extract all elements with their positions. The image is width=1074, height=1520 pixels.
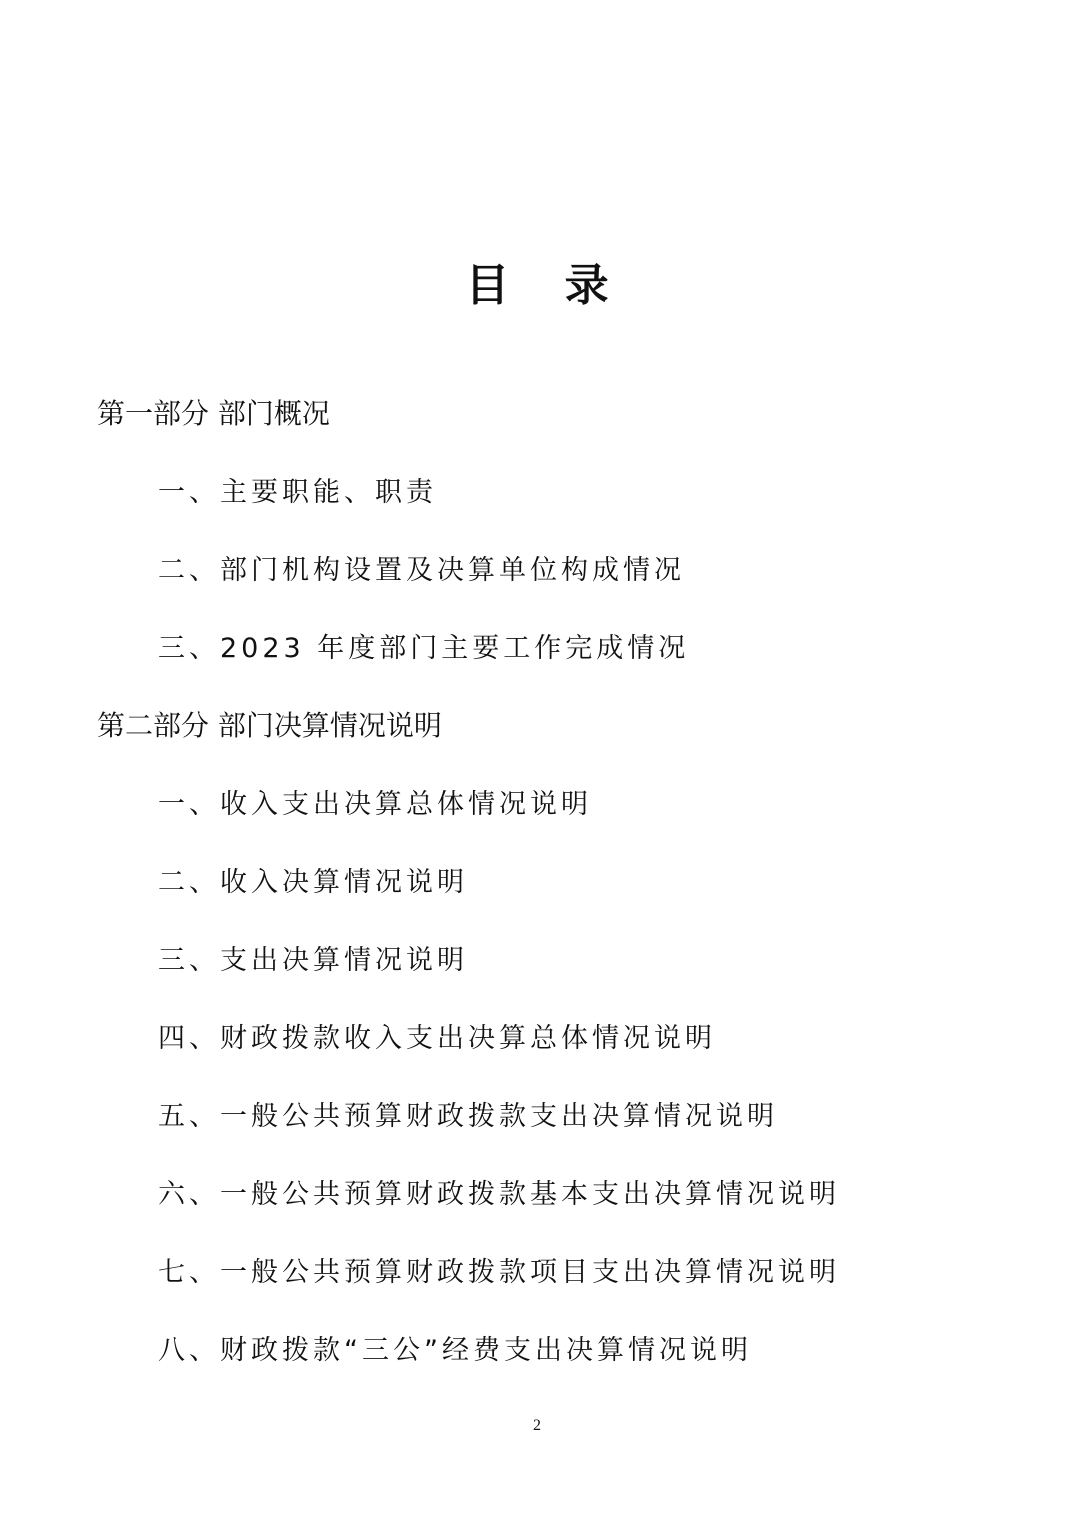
toc-item: 五、一般公共预算财政拨款支出决算情况说明 <box>158 1101 778 1132</box>
toc-section-1: 第一部分 部门概况 <box>97 397 330 430</box>
toc-item: 三、支出决算情况说明 <box>158 945 468 976</box>
toc-section-2: 第二部分 部门决算情况说明 <box>97 709 442 742</box>
toc-item: 七、一般公共预算财政拨款项目支出决算情况说明 <box>158 1257 840 1288</box>
toc-title: 目 录 <box>465 260 629 311</box>
toc-item: 三、2023 年度部门主要工作完成情况 <box>158 633 690 664</box>
toc-item: 六、一般公共预算财政拨款基本支出决算情况说明 <box>158 1179 840 1210</box>
toc-item: 四、财政拨款收入支出决算总体情况说明 <box>158 1023 716 1054</box>
page-number: 2 <box>533 1417 541 1434</box>
toc-item: 一、主要职能、职责 <box>158 477 437 508</box>
toc-item: 二、部门机构设置及决算单位构成情况 <box>158 555 685 586</box>
toc-item: 二、收入决算情况说明 <box>158 867 468 898</box>
toc-item: 八、财政拨款“三公”经费支出决算情况说明 <box>158 1335 752 1366</box>
toc-item: 一、收入支出决算总体情况说明 <box>158 789 592 820</box>
